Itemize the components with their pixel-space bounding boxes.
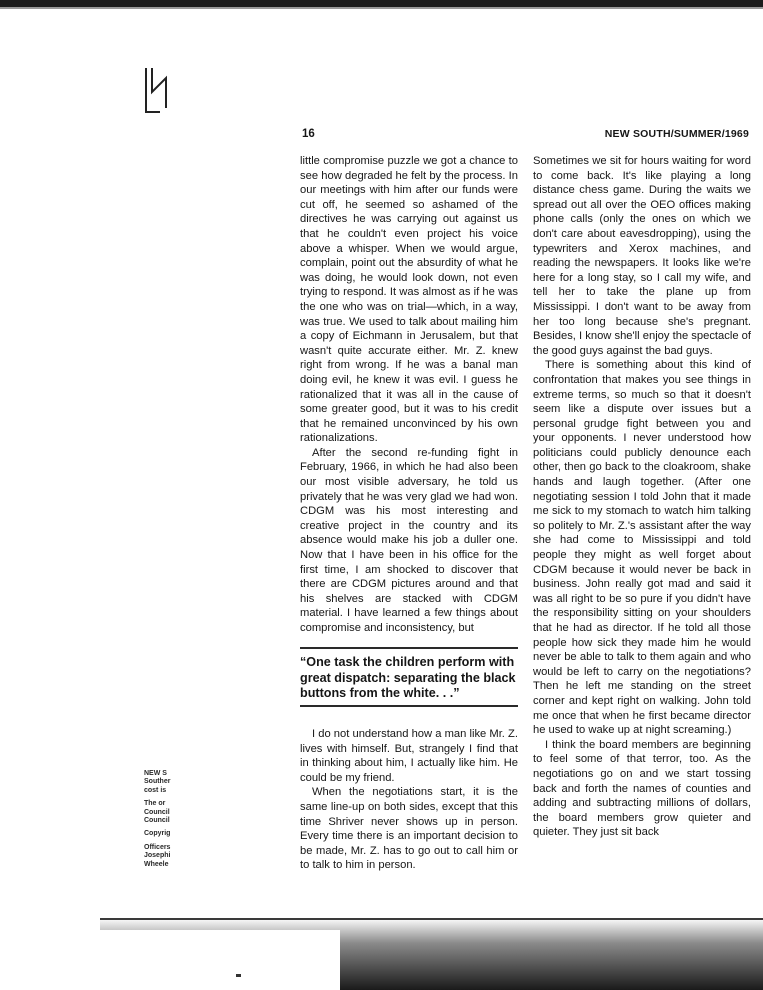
masthead-line: Wheele: [144, 860, 169, 868]
masthead-line: Officers: [144, 843, 171, 851]
masthead-line: Council: [144, 817, 170, 825]
paragraph: When the negotiations start, it is the same line-up on both sides, except that this time Shriver never shows up in person. Every time there is an important decision to be made, Mr. Z. has to go out to call him or to talk to him in person.: [300, 786, 518, 872]
masthead-line: Souther: [144, 778, 171, 786]
masthead-line: Josephi: [144, 852, 171, 860]
left-column-top: [300, 154, 518, 636]
pull-quote-rule-top: [300, 647, 518, 649]
masthead-line: Copyrig: [144, 830, 171, 838]
pull-quote-rule-bottom: [300, 705, 518, 707]
paragraph: After the second re-funding fight in February, 1966, in which he had also been our most visible adversary, he told us privately that he was very glad we had won. CDGM was his most interesting and creative project in the country and its absence would make his job a duller one. Now that I have been in his office for the first time, I am shocked to discover that there are CDGM pictures around and that his shelves are stacked with CDGM material. I have learned a few things about compromise and inconsistency, but: [300, 446, 518, 634]
top-border: [0, 0, 763, 7]
masthead-line: cost is: [144, 786, 167, 794]
page-edge-line: [100, 918, 763, 920]
paragraph: little compromise puzzle we got a chance to see how degraded he felt by the process. In our meetings with him after our funds were cut off, he seemed so ashamed of the directives he was carrying out against us that he couldn't even project his voice above a whisper. When we would argue, complain, point out the absurdity of what he was doing, he would look down, not even trying to respond. It was almost as if he was the one who was on trial—which, in a way, was true. We used to talk about mailing him a copy of Eichmann in Jerusalem, but that wasn't quite accurate either. Mr. Z. knew right from wrong. If he was a banal man doing evil, he knew it was evil. I guess he rationalized that it was all in the cause of some greater good, but it was to his credit that he remained unconvinced by his own rationalizations.: [300, 155, 518, 445]
paragraph: I do not understand how a man like Mr. Z. lives with himself. But, strangely I find that in thinking about him, I actually like him. He could be my friend.: [300, 728, 518, 784]
masthead-line: Council: [144, 808, 170, 816]
paragraph: Sometimes we sit for hours waiting for word to come back. It's like playing a long distance chess game. During the waits we spread out all over the OEO offices making phone calls (only the ones on which we don't care about eavesdropping), using the typewriters and Xerox machines, and reading the newspapers. It looks like we're here for a long stay, so I call my wife, and tell her to take the plane up from Mississippi. I don't want to be away from her too long because she's pregnant. Besides, I know she'll enjoy the spectacle of the good guys against the bad guys.: [533, 155, 751, 357]
paragraph: I think the board members are beginning to feel some of that terror, too. As the negotiations go on and we start tossing back and forth the names of counties and adding and subtracting millions of dollars, the board members grow quieter and quieter. They just sit back: [533, 738, 751, 839]
running-title: NEW SOUTH/SUMMER/1969: [604, 128, 749, 140]
left-column-bottom: [300, 727, 518, 873]
pull-quote: “One task the children perform with great dispatch: separating the black buttons from the white. . .”: [300, 655, 516, 700]
masthead-line: NEW S: [144, 770, 167, 777]
top-border-shadow: [0, 7, 763, 9]
scan-speck: [236, 974, 241, 977]
crop-mark-icon: [144, 64, 174, 116]
masthead-line: The or: [144, 800, 166, 808]
scan-shadow-fade: [100, 930, 340, 990]
masthead-fragment: [144, 770, 174, 876]
right-column: [533, 154, 751, 840]
paragraph: There is something about this kind of confrontation that makes you see things in extreme terms, so much so that it doesn't seem like a dispute over issues but a personal grudge fight between you and your opponents. I never understood how politicians could publicly denounce each other, then go back to the cloakroom, shake hands and laugh together. (After one negotiating session I told John that it made me sick to my stomach to watch him talking so politely to Mr. Z.'s assistant after the way she had come to Mississippi and told people they might as well forget about CDGM because it would never be back in business. John really got mad and said it was all right to be so pure if you didn't have the responsibility sitting on your shoulders that he had as director. If he told all those people how sick they made him he would never be able to talk to them again and who would be left to carry on the negotiations? Then he left me standing on the street corner and kept right on walking. John told me once that when he first became director he used to wake up at night screaming.): [533, 359, 751, 737]
page-number: 16: [302, 128, 315, 140]
